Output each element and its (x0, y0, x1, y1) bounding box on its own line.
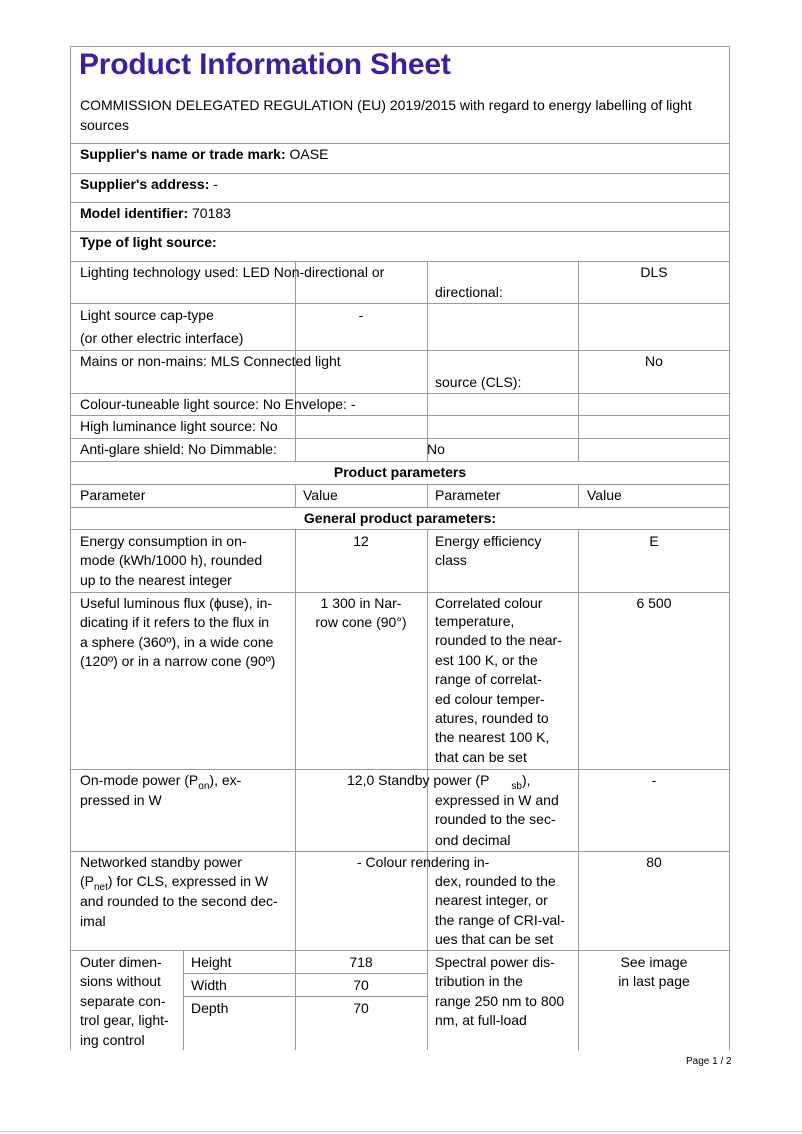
flux-param-line: dicating if it refers to the flux in (80, 614, 270, 630)
header-value-1: Value (303, 487, 338, 503)
mains-label: Mains or non-mains: MLS Connected light (80, 353, 341, 369)
spectral-value-line: See image (620, 954, 688, 970)
flux-value-line: 1 300 in Nar- (320, 595, 402, 611)
width-value: 70 (353, 977, 369, 993)
cct-param-line: Correlated colour (435, 595, 543, 611)
standby-end: ), (521, 772, 531, 788)
networked-line: and rounded to the second dec- (80, 893, 278, 909)
spectral-value-line: in last page (618, 973, 690, 989)
standby-param-line: expressed in W and (435, 792, 559, 808)
cct-param-line: the nearest 100 K, (435, 729, 550, 745)
standby-text: 12,0 Standby power (P (347, 772, 490, 788)
regulation-line-1: COMMISSION DELEGATED REGULATION (EU) 2019/2015 with regard to energy labelling of light (80, 97, 692, 113)
colour-tuneable: Colour-tuneable light source: No Envelope: - (80, 396, 356, 412)
on-mode-power-sub: on (198, 780, 210, 792)
energy-param-line: up to the nearest integer (80, 572, 232, 588)
energy-param-line: mode (kWh/1000 h), rounded (80, 552, 263, 568)
page-number: Page 1 / 2 (686, 1056, 732, 1067)
energy-param-line: Energy consumption in on- (80, 533, 247, 549)
header-parameter-1: Parameter (80, 487, 146, 503)
depth-label: Depth (191, 1000, 229, 1016)
product-parameters-heading: Product parameters (333, 464, 467, 480)
cct-value: 6 500 (636, 595, 672, 611)
standby-sub: sb (511, 780, 522, 792)
networked-end: ) for CLS, expressed in W (107, 873, 269, 889)
cri-param-line: the range of CRI-val- (435, 912, 565, 928)
directional-label: directional: (435, 284, 503, 300)
on-mode-power-end: ), ex- (209, 772, 242, 788)
efficiency-class-value: E (649, 533, 659, 549)
cri-param-line: dex, rounded to the (435, 873, 556, 889)
cct-param-line: ed colour temper- (435, 691, 545, 707)
networked-line: imal (80, 913, 106, 929)
cct-param-line: atures, rounded to (435, 710, 549, 726)
flux-param-line: a sphere (360º), in a wide cone (80, 634, 274, 650)
lighting-technology: Lighting technology used: LED Non-directional or (80, 264, 385, 280)
dimensions-param-line: separate con- (80, 993, 166, 1009)
on-mode-power-text: On-mode power (P (80, 772, 199, 788)
spectral-param-line: tribution in the (435, 973, 523, 989)
dimensions-param-line: sions without (80, 973, 161, 989)
model-identifier-label: Model identifier: (80, 205, 189, 221)
supplier-name-value: OASE (289, 146, 329, 162)
cri-param-line: nearest integer, or (435, 892, 548, 908)
cct-param-line: temperature, (435, 613, 515, 629)
spectral-param-line: range 250 nm to 800 (435, 993, 565, 1009)
model-identifier-row (80, 204, 231, 223)
standby-value: - (651, 772, 657, 788)
cct-param-line: est 100 K, or the (435, 652, 538, 668)
width-label: Width (191, 977, 227, 993)
dimensions-param-line: Outer dimen- (80, 954, 162, 970)
page-title: Product Information Sheet (79, 48, 451, 81)
general-params-heading: General product parameters: (303, 510, 497, 526)
networked-value: - Colour rendering in- (357, 854, 490, 870)
efficiency-param-line: class (435, 552, 467, 568)
on-mode-power-line (80, 771, 241, 790)
supplier-name-row (80, 145, 328, 164)
cct-param-line: that can be set (435, 749, 527, 765)
cap-type-line-2: (or other electric interface) (80, 330, 244, 346)
cri-value: 80 (646, 854, 662, 870)
networked-line-2 (80, 872, 268, 891)
cri-param-line: ues that can be set (435, 931, 554, 947)
supplier-name-label: Supplier's name or trade mark: (80, 146, 286, 162)
header-value-2: Value (587, 487, 622, 503)
directional-value: DLS (640, 264, 668, 280)
supplier-address-label: Supplier's address: (80, 176, 210, 192)
depth-value: 70 (353, 1000, 369, 1016)
efficiency-param-line: Energy efficiency (435, 533, 542, 549)
standby-param-line: ond decimal (435, 832, 511, 848)
networked-pre: (P (80, 873, 94, 889)
dimensions-param-line: ing control (80, 1032, 145, 1048)
standby-line (347, 771, 531, 790)
page-divider (0, 1131, 802, 1132)
flux-value-line: row cone (90°) (315, 614, 407, 630)
energy-value: 12 (353, 533, 369, 549)
model-identifier-value: 70183 (192, 205, 231, 221)
flux-param-line: (120º) or in a narrow cone (90º) (80, 653, 276, 669)
high-luminance: High luminance light source: No (80, 418, 278, 434)
height-value: 718 (349, 954, 373, 970)
type-heading: Type of light source: (80, 234, 217, 250)
spectral-param-line: Spectral power dis- (435, 954, 555, 970)
supplier-address-row (80, 175, 218, 194)
spectral-param-line: nm, at full-load (435, 1012, 527, 1028)
networked-sub: net (94, 881, 108, 893)
cap-type-value: - (358, 307, 364, 323)
cls-label: source (CLS): (435, 374, 522, 390)
supplier-address-value: - (213, 176, 218, 192)
cct-param-line: rounded to the near- (435, 632, 562, 648)
flux-param-line: Useful luminous flux (ɸuse), in- (80, 595, 273, 611)
height-label: Height (191, 954, 232, 970)
networked-line: Networked standby power (80, 854, 242, 870)
header-parameter-2: Parameter (435, 487, 501, 503)
cap-type-line-1: Light source cap-type (80, 307, 214, 323)
cls-value: No (645, 353, 663, 369)
anti-glare: Anti-glare shield: No Dimmable: (80, 441, 277, 457)
dimensions-param-line: trol gear, light- (80, 1012, 169, 1028)
standby-param-line: rounded to the sec- (435, 811, 556, 827)
regulation-line-2: sources (80, 117, 130, 133)
on-mode-power-line-2: pressed in W (80, 792, 162, 808)
cct-param-line: range of correlat- (435, 671, 542, 687)
dimmable-value: No (427, 441, 445, 457)
